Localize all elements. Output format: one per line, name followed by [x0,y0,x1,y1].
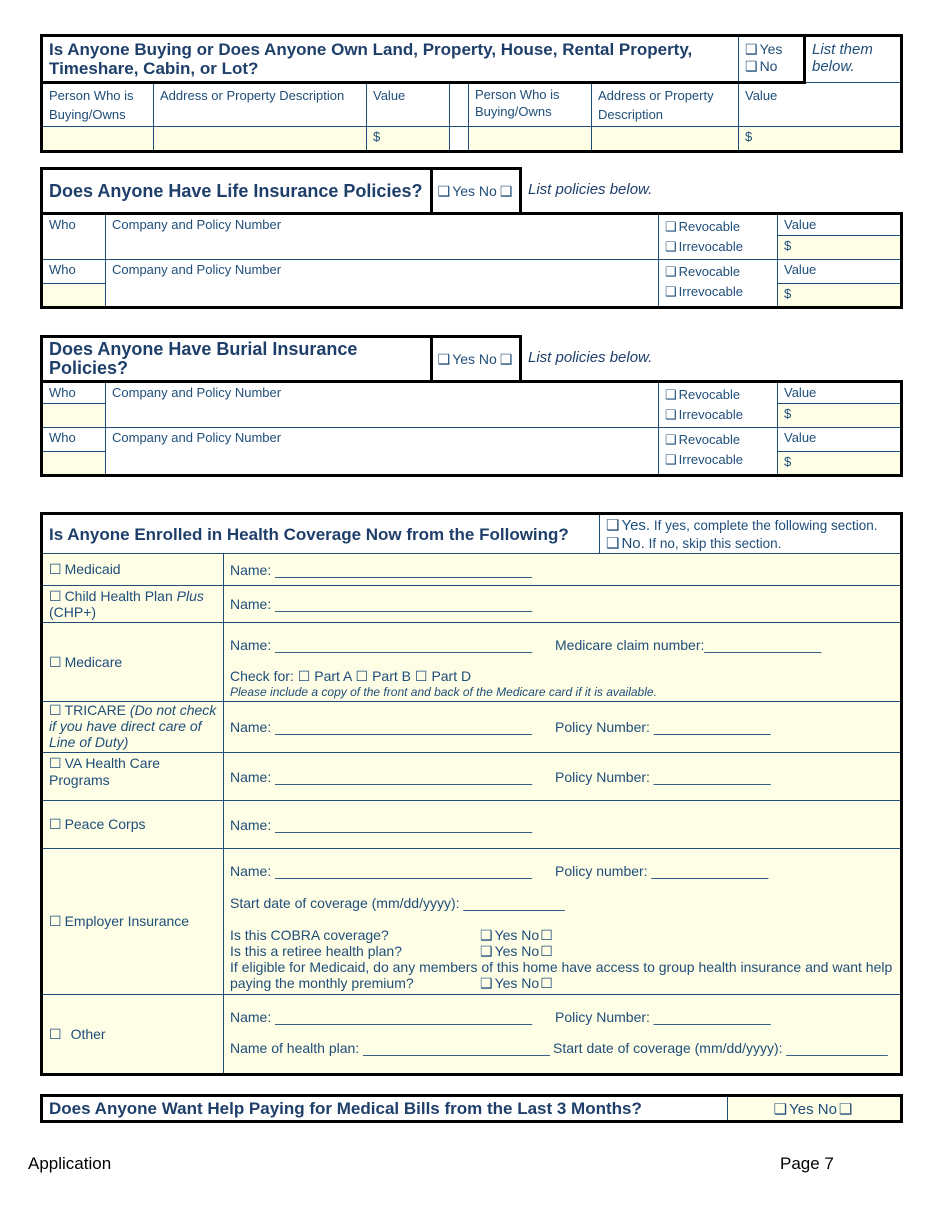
property-value-input-2[interactable]: $ [739,127,902,152]
burial-value-label-2: Value [784,430,817,445]
medical-bills-title: Does Anyone Want Help Paying for Medical Bills from the Last 3 Months? [49,1099,642,1118]
burial-insurance-section [40,335,903,477]
footer-application: Application [28,1154,112,1173]
health-no-checkbox[interactable]: ❑ No. If no, skip this section. [606,535,894,553]
col-address-2: Address or Property Description [592,83,739,127]
property-address-input-2[interactable] [592,127,739,152]
property-person-input-2[interactable] [469,127,592,152]
health-title: Is Anyone Enrolled in Health Coverage Now from the Following? [49,524,569,544]
burial-irrevocable-2[interactable]: ❑ Irrevocable [665,450,771,470]
other-plan-name-field[interactable]: Name of health plan: ________________________ [230,1040,550,1056]
burial-who-input-2[interactable] [42,452,106,476]
medical-bills-yes-no-checkbox[interactable]: ❑ Yes No❑ [728,1096,902,1122]
chp-name-field[interactable]: Name: _________________________________ [230,596,533,612]
tricare-name-field[interactable]: Name: _________________________________ [230,719,533,735]
life-revocable-2[interactable]: ❑ Revocable [665,262,771,282]
burial-value-input-2[interactable]: $ [778,452,902,476]
cobra-yes-no-checkbox[interactable]: ❑ Yes No☐ [480,927,556,943]
property-section [40,34,903,153]
life-value-label-1: Value [784,217,817,232]
col-value-2: Value [739,83,902,127]
burial-yes-no-checkbox[interactable]: ❑ Yes No ❑ [433,335,522,380]
burial-who-1: Who [49,385,76,400]
col-address-1: Address or Property Description [154,83,367,127]
tricare-policy-field[interactable]: Policy Number: _______________ [555,719,771,735]
property-address-input-1[interactable] [154,127,367,152]
employer-insurance-checkbox[interactable]: ☐ Employer Insurance [42,849,224,995]
life-title: Does Anyone Have Life Insurance Policies? [49,180,423,201]
other-policy-field[interactable]: Policy Number: _______________ [555,1009,771,1025]
life-company-1: Company and Policy Number [112,217,282,232]
employer-policy-field[interactable]: Policy number: _______________ [555,863,769,879]
burial-company-1: Company and Policy Number [112,385,282,400]
life-company-2: Company and Policy Number [112,262,282,277]
burial-revocable-2[interactable]: ❑ Revocable [665,430,771,450]
life-who-input-2[interactable] [42,284,106,308]
medicare-checkbox[interactable]: ☐ Medicare [42,623,224,702]
burial-value-label-1: Value [784,385,817,400]
life-value-input-1[interactable]: $ [778,236,902,260]
employer-name-field[interactable]: Name: _________________________________ [230,863,533,879]
property-no-checkbox[interactable]: ❑ No [745,58,797,75]
chp-checkbox[interactable]: ☐ Child Health Plan Plus (CHP+) [42,586,224,623]
life-irrevocable-2[interactable]: ❑ Irrevocable [665,282,771,302]
property-person-input-1[interactable] [42,127,154,152]
burial-value-input-1[interactable]: $ [778,404,902,428]
retiree-question: Is this a retiree health plan? [230,943,402,959]
life-instruction: List policies below. [528,181,653,198]
footer-page-number: Page 7 [780,1154,834,1173]
medical-bills-section [40,1094,903,1123]
medicaid-name-field[interactable]: Name: _________________________________ [230,561,533,578]
col-value-1: Value [367,83,450,127]
medicaid-checkbox[interactable]: ☐ Medicaid [42,554,224,586]
premium-yes-no-checkbox[interactable]: ❑ Yes No☐ [480,975,556,991]
col-person-1: Person Who is Buying/Owns [42,83,154,127]
burial-who-input-1[interactable] [42,404,106,428]
life-value-input-2[interactable]: $ [778,284,902,308]
life-who-2: Who [49,262,76,277]
va-name-field[interactable]: Name: _________________________________ [230,768,533,785]
other-checkbox[interactable]: ☐ Other [42,995,224,1075]
burial-company-2: Company and Policy Number [112,430,282,445]
va-checkbox[interactable]: ☐ VA Health Care Programs [42,753,224,801]
burial-revocable-1[interactable]: ❑ Revocable [665,385,771,405]
va-policy-field[interactable]: Policy Number: _______________ [555,768,771,785]
employer-start-date-field[interactable]: Start date of coverage (mm/dd/yyyy): _____________ [230,895,565,911]
burial-irrevocable-1[interactable]: ❑ Irrevocable [665,405,771,425]
property-title: Is Anyone Buying or Does Anyone Own Land, Property, House, Rental Property, Timeshare, Cabin, or Lot? [49,40,693,78]
property-value-input-1[interactable]: $ [367,127,450,152]
life-insurance-section [40,167,903,309]
other-start-date-field[interactable]: Start date of coverage (mm/dd/yyyy): _____________ [553,1040,888,1056]
life-revocable-1[interactable]: ❑ Revocable [665,217,771,237]
property-yes-checkbox[interactable]: ❑ Yes [745,41,797,58]
health-coverage-section [40,512,903,1076]
medicaid-premium-question: If eligible for Medicaid, do any members of this home have access to group health insurance and want help [230,959,893,975]
burial-instruction: List policies below. [528,349,653,366]
medicare-name-field[interactable]: Name: _________________________________ [230,637,533,653]
health-yes-checkbox[interactable]: ❑ Yes. If yes, complete the following section. [606,517,894,535]
peace-corps-name-field[interactable]: Name: _________________________________ [230,816,533,833]
part-b-checkbox[interactable]: ☐ Part B [356,668,415,684]
check-for-label: Check for: [230,668,298,684]
tricare-checkbox[interactable]: ☐ TRICARE (Do not check if you have direct care of Line of Duty) [42,702,224,753]
peace-corps-checkbox[interactable]: ☐ Peace Corps [42,801,224,849]
medicare-note: Please include a copy of the front and back of the Medicare card if it is available. [230,685,657,699]
cobra-question: Is this COBRA coverage? [230,927,389,943]
life-yes-no-checkbox[interactable]: ❑ Yes No ❑ [433,167,522,212]
medicare-claim-field[interactable]: Medicare claim number:_______________ [555,637,822,653]
col-person-2: Person Who is Buying/Owns [469,83,592,127]
medicaid-premium-question-end: paying the monthly premium? [230,975,414,991]
part-d-checkbox[interactable]: ☐ Part D [415,668,471,684]
burial-who-2: Who [49,430,76,445]
part-a-checkbox[interactable]: ☐ Part A [298,668,356,684]
life-irrevocable-1[interactable]: ❑ Irrevocable [665,237,771,257]
burial-title: Does Anyone Have Burial Insurance Policies? [49,339,358,378]
life-value-label-2: Value [784,262,817,277]
other-name-field[interactable]: Name: _________________________________ [230,1009,533,1025]
retiree-yes-no-checkbox[interactable]: ❑ Yes No☐ [480,943,556,959]
property-instruction: List them below. [805,36,902,83]
life-who-1: Who [49,217,76,232]
